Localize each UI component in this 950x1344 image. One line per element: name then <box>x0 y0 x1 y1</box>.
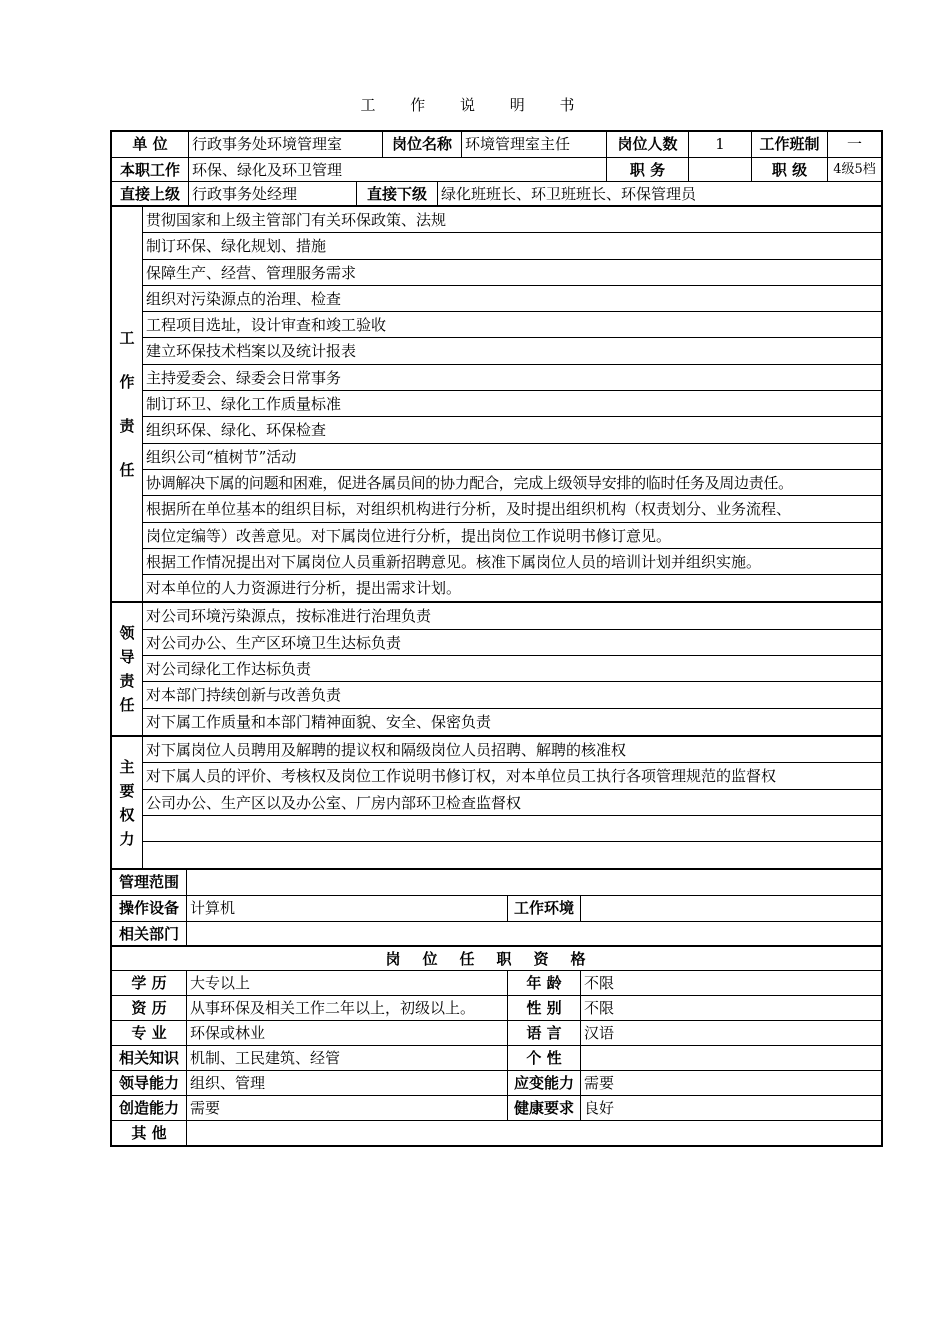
leadership-list <box>143 603 881 734</box>
subordinate-value: 绿化班班长、环卫班班长、环保管理员 <box>441 185 697 203</box>
list-item: 对下属人员的评价、考核权及岗位工作说明书修订权，对本单位员工执行各项管理规范的监督权 <box>143 763 881 789</box>
job-value: 环保、绿化及环卫管理 <box>189 158 607 181</box>
dept-value <box>187 922 881 945</box>
list-item: 组织对污染源点的治理、检查 <box>143 286 881 312</box>
responsibilities-list <box>143 207 881 601</box>
subordinate-label: 直接下级 <box>357 182 438 205</box>
headcount-label: 岗位人数 <box>607 132 689 157</box>
list-item: 主持爱委会、绿委会日常事务 <box>143 365 881 391</box>
list-item: 制订环卫、绿化工作质量标准 <box>143 391 881 417</box>
unit-value: 行政事务处环境管理室 <box>189 132 383 157</box>
superior-value: 行政事务处经理 <box>189 182 357 205</box>
list-item: 制订环保、绿化规划、措施 <box>143 233 881 259</box>
table-row: 学 历 大专以上 年 龄 不限 <box>112 971 881 996</box>
responsibilities-label: 工 作 责 任 <box>112 207 143 601</box>
other-value <box>187 1121 881 1145</box>
scope-value <box>187 870 881 895</box>
list-item: 对下属工作质量和本部门精神面貌、安全、保密负责 <box>146 712 492 731</box>
equipment-row <box>112 896 881 922</box>
header-row-3 <box>112 182 881 207</box>
duty-label: 职 务 <box>607 158 689 181</box>
list-item: 对下属岗位人员聘用及解聘的提议权和隔级岗位人员招聘、解聘的核准权 <box>143 737 881 763</box>
job-label: 本职工作 <box>112 158 189 181</box>
list-item: 对公司绿化工作达标负责 <box>143 656 881 682</box>
scope-label: 管理范围 <box>112 870 187 895</box>
responsibilities-section <box>112 207 881 603</box>
unit-label: 单 位 <box>112 132 189 157</box>
list-item: 组织公司“植树节”活动 <box>143 444 881 470</box>
list-item <box>143 842 881 868</box>
list-item: 对本部门持续创新与改善负责 <box>143 682 881 708</box>
other-label: 其 他 <box>112 1121 187 1145</box>
grade-value: 4级5档 <box>833 162 876 177</box>
list-item: 岗位定编等）改善意见。对下属岗位进行分析，提出岗位工作说明书修订意见。 <box>143 523 881 549</box>
list-item: 对公司环境污染源点，按标准进行治理负责 <box>143 603 881 629</box>
header-row-1 <box>112 132 881 158</box>
post-name-value: 环境管理室主任 <box>462 132 607 157</box>
list-item: 对本单位的人力资源进行分析，提出需求计划。 <box>146 579 462 598</box>
table-row: 创造能力 需要 健康要求 良好 <box>112 1096 881 1121</box>
env-label: 工作环境 <box>508 896 581 921</box>
scope-row <box>112 870 881 896</box>
list-item: 工程项目选址，设计审查和竣工验收 <box>143 312 881 338</box>
list-item: 根据工作情况提出对下属岗位人员重新招聘意见。核准下属岗位人员的培训计划并组织实施。 <box>143 549 881 575</box>
table-row: 专 业 环保或林业 语 言 汉语 <box>112 1021 881 1046</box>
list-item: 公司办公、生产区以及办公室、厂房内部环卫检查监督权 <box>143 790 881 816</box>
list-item: 建立环保技术档案以及统计报表 <box>143 338 881 364</box>
post-name-label: 岗位名称 <box>383 132 462 157</box>
job-description-table <box>110 130 883 1147</box>
header-row-2 <box>112 158 881 182</box>
superior-label: 直接上级 <box>112 182 189 205</box>
shift-label: 工作班制 <box>752 132 828 157</box>
table-row: 领导能力 组织、管理 应变能力 需要 <box>112 1071 881 1096</box>
equipment-value: 计算机 <box>187 896 508 921</box>
document-title: 工 作 说 明 书 <box>360 96 590 114</box>
authority-label: 主 要 权 力 <box>112 737 143 868</box>
list-item: 贯彻国家和上级主管部门有关环保政策、法规 <box>143 207 881 233</box>
list-item: 根据所在单位基本的组织目标，对组织机构进行分析，及时提出组织机构（权责划分、业务流程、 <box>143 496 881 522</box>
list-item <box>143 816 881 842</box>
list-item: 对公司办公、生产区环境卫生达标负责 <box>143 630 881 656</box>
qualifications-heading: 岗位任职资格 <box>112 947 881 971</box>
authority-section <box>112 737 881 870</box>
other-row <box>112 1121 881 1145</box>
env-value <box>581 896 881 921</box>
authority-list <box>143 737 881 868</box>
table-row: 资 历 从事环保及相关工作二年以上，初级以上。 性 别 不限 <box>112 996 881 1021</box>
table-row: 相关知识 机制、工民建筑、经管 个 性 <box>112 1046 881 1071</box>
equipment-label: 操作设备 <box>112 896 187 921</box>
list-item: 协调解决下属的问题和困难，促进各属员间的协力配合，完成上级领导安排的临时任务及周边责任。 <box>143 470 881 496</box>
leadership-label: 领 导 责 任 <box>112 603 143 734</box>
dept-label: 相关部门 <box>112 922 187 945</box>
list-item: 保障生产、经营、管理服务需求 <box>143 260 881 286</box>
duty-value <box>689 158 752 181</box>
headcount-value: 1 <box>689 132 752 157</box>
list-item: 组织环保、绿化、环保检查 <box>143 417 881 443</box>
grade-label: 职 级 <box>752 158 828 181</box>
shift-value: 一 <box>846 135 862 153</box>
leadership-section <box>112 603 881 736</box>
dept-row <box>112 922 881 947</box>
